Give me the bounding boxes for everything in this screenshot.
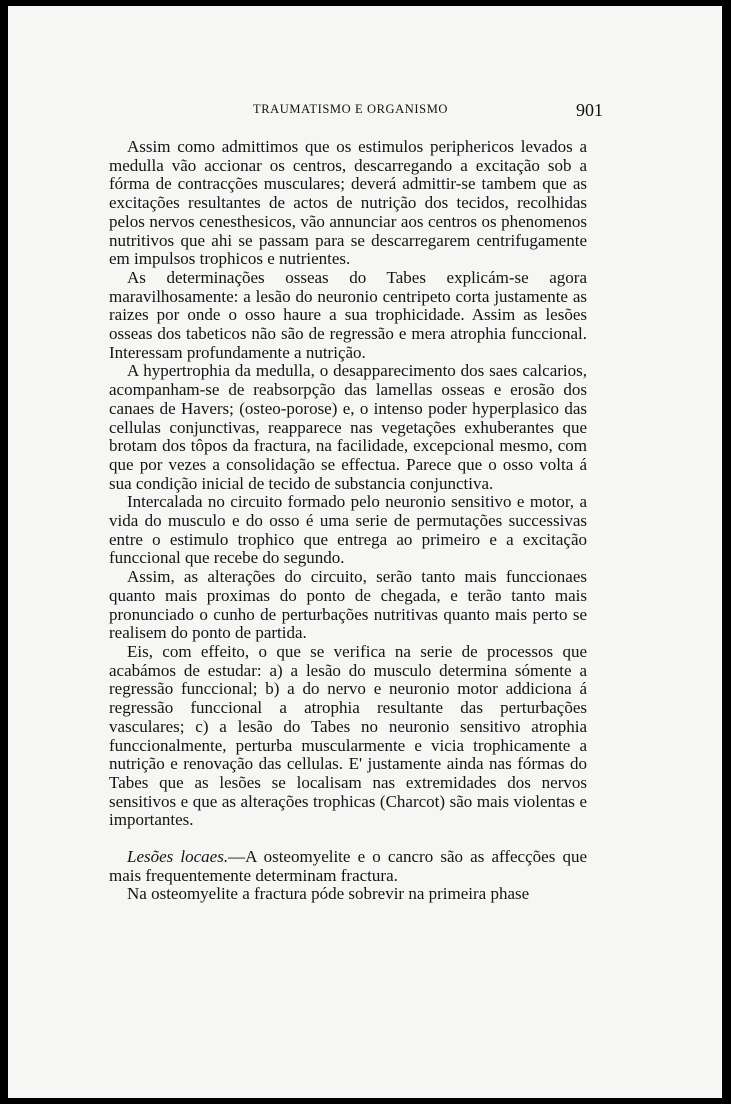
- body-text: [109, 138, 587, 904]
- section-text: A osteomyelite e o cancro são as affecções que mais frequentemente determinam fractura.: [109, 847, 587, 885]
- paragraph: Intercalada no circuito formado pelo neuronio sensitivo e motor, a vida do musculo e do osso é uma serie de permutações successivas entre o estimulo trophico que entrega ao primeiro e a excitação funccional que recebe do segundo.: [109, 492, 587, 568]
- paragraph: A hypertrophia da medulla, o desapparecimento dos saes calcarios, acompanham-se de reabsorpção das lamellas osseas e erosão dos canaes de Havers; (osteo-porose) e, o intenso poder hyperplasico das cellulas conjunctivas, reapparece nas vegetações exhuberantes que brotam dos tôpos da fractura, na facilidade, excepcional mesmo, com que por vezes a consolidação se effectua. Parece que o osso volta á sua condição inicial de tecido de substancia conjunctiva.: [109, 361, 587, 493]
- page-number: 901: [576, 100, 603, 120]
- page-header: [8, 100, 722, 124]
- paragraph: As determinações osseas do Tabes explicám-se agora maravilhosamente: a lesão do neuronio centripeto corta justamente as raizes por onde o osso haure a sua trophicidade. Assim as lesões osseas dos tabeticos não são de regressão e mera atrophia funccional. Interessam profundamente a nutrição.: [109, 267, 587, 362]
- paragraph: Assim como admittimos que os estimulos periphericos levados a medulla vão accionar os centros, descarregando a excitação sob a fórma de contracções musculares; deverá admittir-se tambem que as excitações resultantes de actos de nutrição dos tecidos, recolhidas pelos nervos cenesthesicos, vão annunciar aos centros os phenomenos nutritivos que ahi se passam para se descarregarem centrifugamente em impulsos trophicos e nutrientes.: [109, 137, 587, 269]
- section-dash: —: [228, 847, 246, 867]
- paragraph: Assim, as alterações do circuito, serão tanto mais funccionaes quanto mais proximas do ponto de chegada, e terão tanto mais pronunciado o cunho de perturbações nutritivas quanto mais perto se realisem do ponto de partida.: [109, 567, 587, 643]
- paragraph: Eis, com effeito, o que se verifica na serie de processos que acabámos de estudar: a) a lesão do musculo determina sómente a regressão funccional; b) a do nervo e neuronio motor addiciona á regressão funccional a atrophia resultante das perturbações vasculares; c) a lesão do Tabes no neuronio sensitivo atrophia funccionalmente, perturba muscularmente e vicia trophicamente a nutrição e renovação das cellulas. E' justamente ainda nas fórmas do Tabes que as lesões se localisam nas extremidades dos nervos sensitivos e que as alterações trophicas (Charcot) são mais violentas e importantes.: [109, 641, 587, 830]
- section-paragraph: [109, 848, 587, 885]
- paragraph: Na osteomyelite a fractura póde sobrevir na primeira phase: [127, 884, 530, 904]
- running-title: TRAUMATISMO E ORGANISMO: [253, 102, 449, 116]
- section-heading: Lesões locaes.: [127, 847, 229, 867]
- book-page: [8, 6, 722, 1098]
